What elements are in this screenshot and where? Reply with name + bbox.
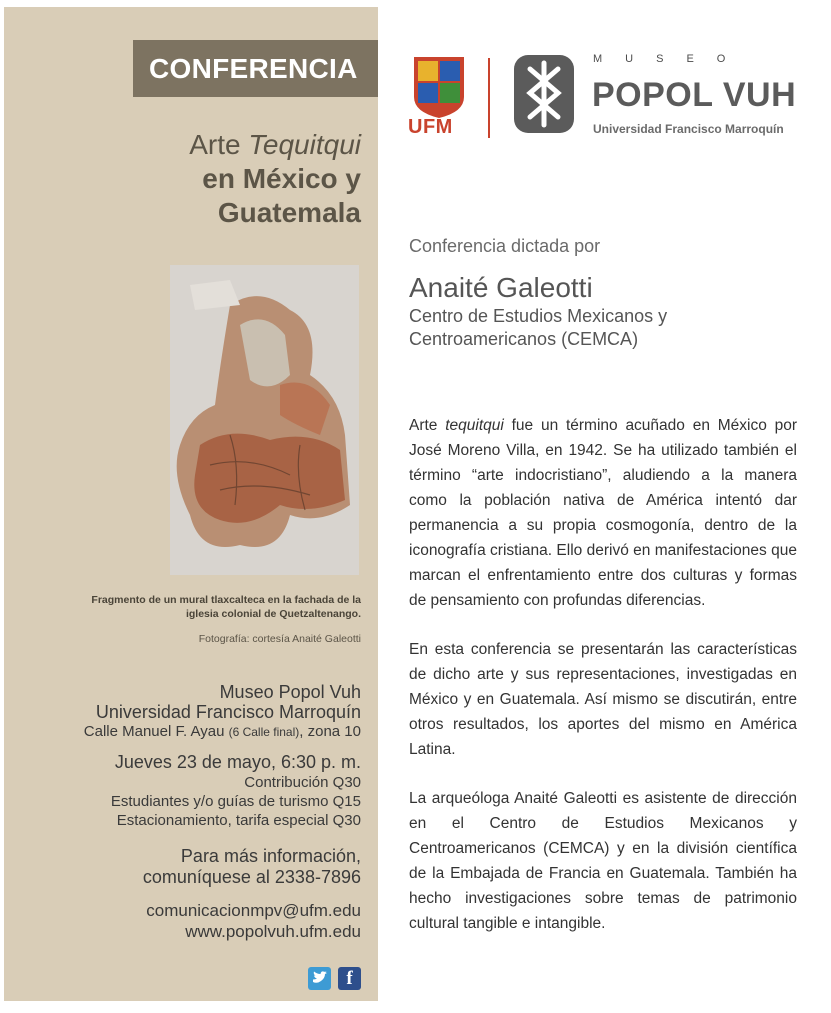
ufm-logo-text: UFM	[408, 116, 453, 138]
logo-divider	[488, 58, 490, 138]
speaker-name: Anaité Galeotti	[409, 272, 593, 303]
facebook-icon[interactable]: f	[338, 967, 361, 990]
event-details	[111, 752, 361, 830]
speaker-organization: Centro de Estudios Mexicanos y Centroamericanos (CEMCA)	[409, 306, 668, 349]
conference-title	[189, 128, 361, 230]
contact-links	[146, 900, 361, 942]
title-line1-a: Arte	[189, 129, 241, 160]
conference-by-label: Conferencia dictada por	[409, 236, 601, 256]
paragraph-1: Arte tequitqui fue un término acuñado en México por José Moreno Villa, en 1942. Se ha utilizado también el término “arte indocristiano”, aludiendo a la manera como la población nativa de América intentó dar permanencia a su propia cosmogonía, dentro de la iconografía cristiana. Ello derivó en manifestaciones que marcan el enfrentamiento entre dos culturas y formas de pensamiento con profundas diferencias.	[409, 417, 798, 609]
museo-label: MUSEO	[593, 53, 749, 65]
website-link[interactable]: www.popolvuh.ufm.edu	[185, 922, 361, 941]
conference-banner: CONFERENCIA	[133, 40, 378, 97]
more-info: Para más información, comuníquese al 2338-7896	[142, 846, 361, 887]
email-link[interactable]: comunicacionmpv@ufm.edu	[146, 901, 361, 920]
venue-address: Calle Manuel F. Ayau (6 Calle final), zona 10	[83, 723, 361, 740]
paragraph-2: En esta conferencia se presentarán las características de dicho arte y sus representaciones, investigadas en México y en Guatemala. Así mismo se discutirán, entre otros resultados, los aportes del mismo en América Latina.	[409, 641, 797, 758]
venue-university: Universidad Francisco Marroquín	[95, 702, 361, 722]
event-date: Jueves 23 de mayo, 6:30 p. m.	[114, 752, 361, 772]
photo-credit: Fotografía: cortesía Anaité Galeotti	[198, 633, 361, 645]
university-label: Universidad Francisco Marroquín	[593, 122, 784, 136]
title-line2: en México y	[202, 163, 361, 194]
title-line1-b: Tequitqui	[248, 129, 361, 160]
twitter-icon[interactable]	[308, 967, 331, 990]
title-line3: Guatemala	[217, 197, 361, 228]
event-parking: Estacionamiento, tarifa especial Q30	[116, 812, 361, 829]
venue-info	[84, 682, 361, 742]
event-fee: Contribución Q30	[244, 774, 361, 791]
event-students: Estudiantes y/o guías de turismo Q15	[110, 793, 361, 810]
paragraph-3: La arqueóloga Anaité Galeotti es asistente de dirección en el Centro de Estudios Mexicanos y Centroamericanos (CEMCA) y en la división científica de la Embajada de Francia en Guatemala. También ha hecho investigaciones sobre temas de patrimonio cultural tangible e intangible.	[409, 790, 797, 932]
popol-vuh-label: POPOL VUH	[592, 76, 797, 114]
photo-caption: Fragmento de un mural tlaxcalteca en la fachada de la iglesia colonial de Quetzaltenango.	[91, 594, 361, 620]
popol-vuh-logo-icon	[512, 53, 576, 135]
mural-photo	[170, 265, 359, 575]
venue-name: Museo Popol Vuh	[219, 682, 361, 702]
